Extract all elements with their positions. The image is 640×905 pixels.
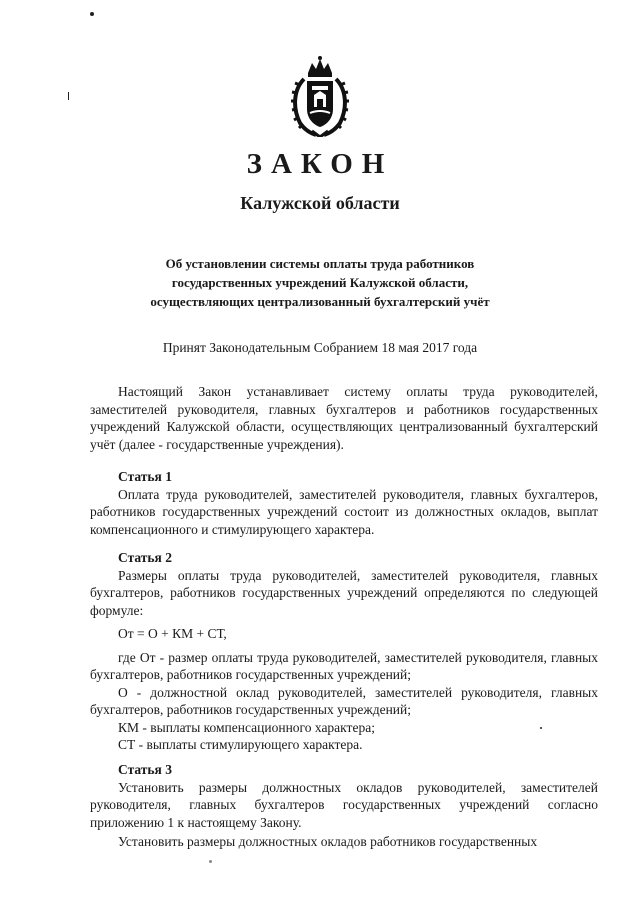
scan-speck bbox=[209, 860, 212, 863]
heading-line: государственных учреждений Калужской области, bbox=[171, 275, 469, 290]
intro-section bbox=[90, 383, 598, 453]
article-1-text: Оплата труда руководителей, заместителей руководителя, главных бухгалтеров, работников государственных учреждений состоит из должностных окладов, выплат компенсационного и стимулирующего характера. bbox=[90, 486, 598, 537]
formula-definition: СТ - выплаты стимулирующего характера. bbox=[118, 737, 363, 752]
article-2 bbox=[90, 549, 598, 754]
article-1-title: Статья 1 bbox=[118, 469, 172, 484]
article-3 bbox=[90, 761, 598, 851]
article-2-text: Размеры оплаты труда руководителей, заместителей руководителя, главных бухгалтеров, работников государственных учреждений определяются по следующей формуле: bbox=[90, 567, 598, 618]
article-2-title: Статья 2 bbox=[118, 550, 172, 565]
intro-paragraph: Настоящий Закон устанавливает систему оплаты труда руководителей, заместителей руководителя, главных бухгалтеров и работников государственных учреждений Калужской области, осуществляющих централизованный бухгалтерский учёт (далее - государственные учреждения). bbox=[90, 384, 598, 452]
scan-speck bbox=[90, 12, 94, 16]
article-3-title: Статья 3 bbox=[118, 762, 172, 777]
law-heading bbox=[120, 254, 520, 311]
coat-of-arms-icon bbox=[290, 55, 350, 137]
article-3-text: Установить размеры должностных окладов руководителей, заместителей руководителя, главных бухгалтеров государственных учреждений согласно приложению 1 к настоящему Закону. bbox=[90, 779, 598, 830]
formula-definition: где От - размер оплаты труда руководителей, заместителей руководителя, главных бухгалтеров, работников государственных учреждений; bbox=[90, 649, 598, 682]
formula-definition: О - должностной оклад руководителей, заместителей руководителя, главных бухгалтеров, работников государственных учреждений; bbox=[90, 684, 598, 717]
law-subtitle: Калужской области bbox=[240, 193, 400, 213]
adoption-date: Принят Законодательным Собранием 18 мая 2017 года bbox=[162, 340, 478, 355]
law-title: ЗАКОН bbox=[246, 148, 394, 180]
article-3-text-continued: Установить размеры должностных окладов работников государственных bbox=[118, 834, 538, 849]
heading-line: осуществляющих централизованный бухгалтерский учёт bbox=[150, 294, 490, 309]
scan-speck bbox=[68, 92, 69, 100]
article-1 bbox=[90, 468, 598, 538]
salary-formula: От = О + КМ + СТ, bbox=[118, 626, 227, 641]
heading-line: Об установлении системы оплаты труда работников bbox=[165, 256, 475, 271]
formula-definition: КМ - выплаты компенсационного характера; bbox=[118, 719, 375, 735]
